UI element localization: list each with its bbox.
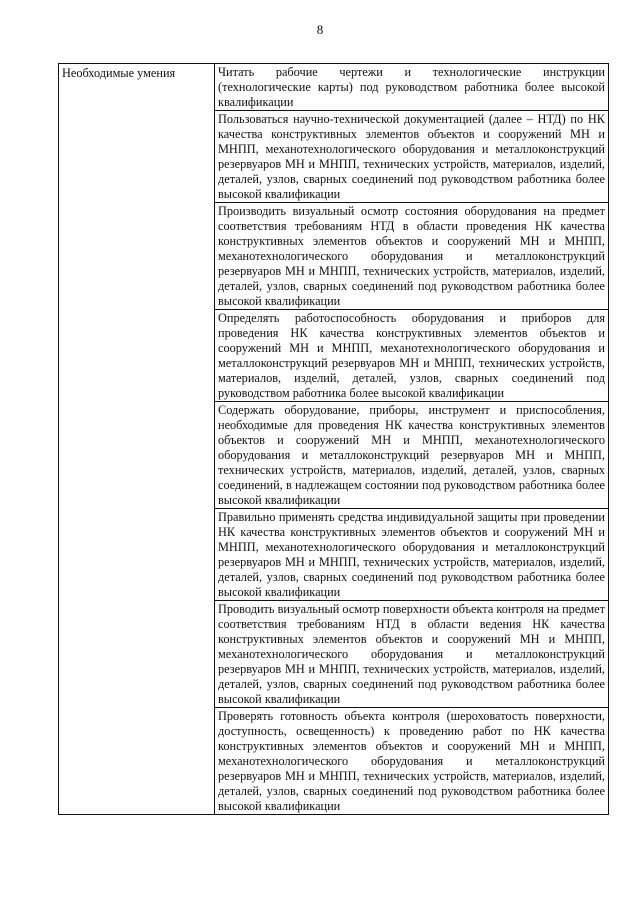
skills-table bbox=[58, 63, 609, 815]
page-number: 8 bbox=[316, 22, 324, 37]
skill-item: Проводить визуальный осмотр поверхности объекта контроля на предмет соответствия требованиям НТД в области ведения НК качества конструктивных элементов объектов и сооружений МН и МНПП, механотехнологического оборудования и металлоконструкций резервуаров МН и МНПП, технических устройств, материалов, изделий, деталей, узлов, сварных соединений под руководством работника более высокой квалификации bbox=[215, 600, 608, 707]
skill-item: Производить визуальный осмотр состояния оборудования на предмет соответствия требованиям НТД в области проведения НК качества конструктивных элементов объектов и сооружений МН и МНПП, механотехнологического оборудования и металлоконструкций резервуаров МН и МНПП, технических устройств, материалов, изделий, деталей, узлов, сварных соединений под руководством работника более высокой квалификации bbox=[215, 202, 608, 309]
skills-cell bbox=[215, 64, 609, 815]
skill-item: Пользоваться научно-технической документацией (далее – НТД) по НК качества конструктивных элементов объектов и сооружений МН и МНПП, механотехнологического оборудования и металлоконструкций резервуаров МН и МНПП, технических устройств, материалов, изделий, деталей, узлов, сварных соединений под руководством работника более высокой квалификации bbox=[215, 110, 608, 202]
table-row bbox=[59, 64, 609, 815]
skill-item: Содержать оборудование, приборы, инструмент и приспособления, необходимые для проведения НК качества конструктивных элементов объектов и сооружений МН и МНПП, механотехнологического оборудования и металлоконструкций резервуаров МН и МНПП, технических устройств, материалов, изделий, деталей, узлов, сварных соединений, в надлежащем состоянии под руководством работника более высокой квалификации bbox=[215, 401, 608, 508]
skill-item: Проверять готовность объекта контроля (шероховатость поверхности, доступность, освещенность) к проведению работ по НК качества конструктивных элементов объектов и сооружений МН и МНПП, механотехнологического оборудования и металлоконструкций резервуаров МН и МНПП, технических устройств, материалов, изделий, деталей, узлов, сварных соединений под руководством работника более высокой квалификации bbox=[215, 707, 608, 814]
skill-item: Правильно применять средства индивидуальной защиты при проведении НК качества конструктивных элементов объектов и сооружений МН и МНПП, механотехнологического оборудования и металлоконструкций резервуаров МН и МНПП, технических устройств, материалов, изделий, деталей, узлов, сварных соединений под руководством работника более высокой квалификации bbox=[215, 508, 608, 600]
skill-item: Определять работоспособность оборудования и приборов для проведения НК качества конструктивных элементов объектов и сооружений МН и МНПП, механотехнологического оборудования и металлоконструкций резервуаров МН и МНПП, технических устройств, материалов, изделий, деталей, узлов, сварных соединений под руководством работника более высокой квалификации bbox=[215, 309, 608, 401]
row-label: Необходимые умения bbox=[62, 66, 176, 80]
skill-item: Читать рабочие чертежи и технологические инструкции (технологические карты) под руководством работника более высокой квалификации bbox=[218, 65, 605, 109]
row-label-cell bbox=[59, 64, 215, 815]
